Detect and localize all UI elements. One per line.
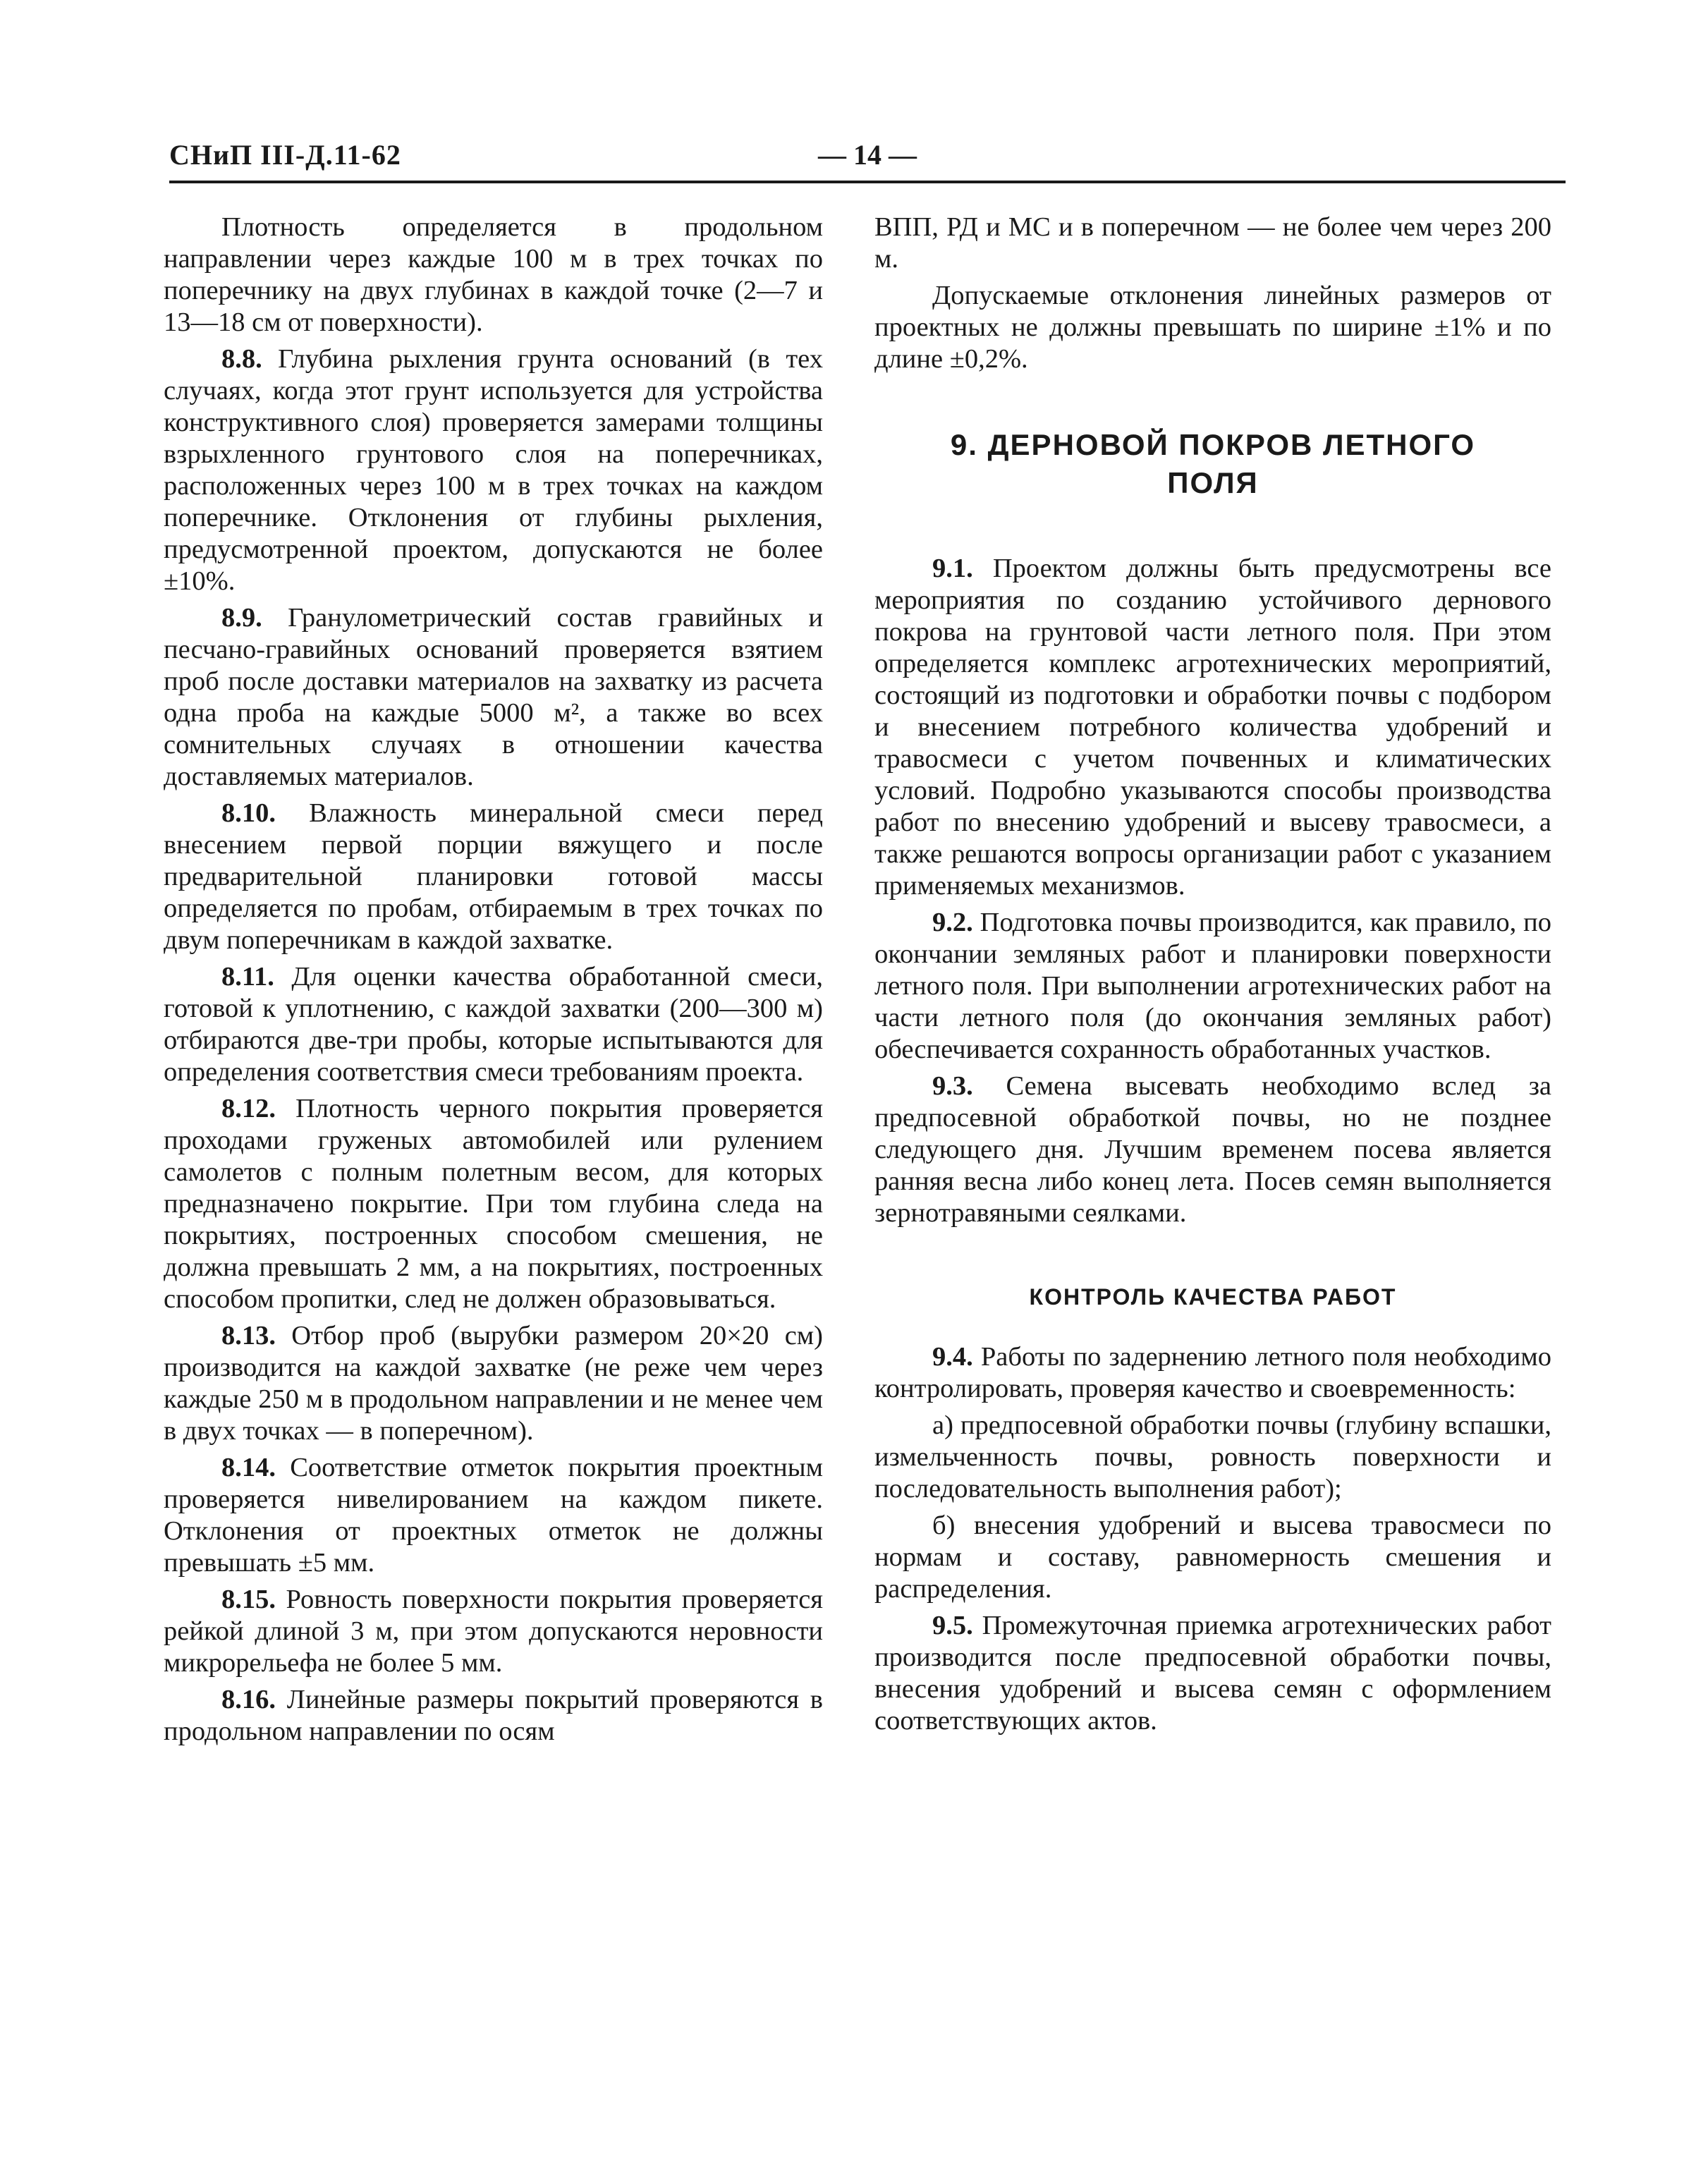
- right-column: [874, 212, 1551, 1742]
- clause-text: Глубина рыхления грунта оснований (в тех случаях, когда этот грунт используется для устройства конструктивного слоя) проверяется замерами толщины взрыхленного грунтового слоя на поперечниках, расположенных через 100 м в трех точках на каждом поперечнике. Отклонения от глубины рыхления, предусмотренной проектом, допускаются не более ±10%.: [164, 344, 823, 596]
- clause-number: 8.11.: [221, 962, 274, 992]
- paragraph-9-3: [874, 1071, 1551, 1229]
- paragraph-8-14: [164, 1452, 823, 1579]
- clause-text: Семена высевать необходимо вслед за предпосевной обработкой почвы, но не позднее следующего дня. Лучшим временем посева является ранняя весна либо конец лета. Посев семян выполняется зернотравяными сеялками.: [874, 1071, 1551, 1228]
- left-column: [164, 212, 823, 1752]
- clause-number: 9.2.: [932, 908, 973, 937]
- clause-text: Проектом должны быть предусмотрены все мероприятия по созданию устойчивого дернового покрова на грунтовой части летного поля. При этом определяется комплекс агротехнических мероприятий, состоящий из подготовки и обработки почвы с подбором и внесением потребного количества удобрений и травосмеси с учетом почвенных и климатических условий. Подробно указываются способы производства работ по внесению удобрений и высеву травосмеси, а также решаются вопросы организации работ с указанием применяемых механизмов.: [874, 554, 1551, 901]
- page-header: [169, 138, 1566, 183]
- clause-text: Влажность минеральной смеси перед внесением первой порции вяжущего и после предварительной планировки готовой массы определяется по пробам, отбираемым в трех точках по двум поперечникам в каждой захватке.: [164, 798, 823, 955]
- clause-number: 8.12.: [221, 1094, 276, 1123]
- clause-text: Отбор проб (вырубки размером 20×20 см) производится на каждой захватке (не реже чем через каждые 250 м в продольном направлении и не менее чем в двух точках — в поперечном).: [164, 1321, 823, 1446]
- clause-number: 8.9.: [221, 603, 262, 633]
- paragraph-9-4-b: б) внесения удобрений и высева травосмеси по нормам и составу, равномерность смешения и распределения.: [874, 1511, 1551, 1604]
- section-title-line: ПОЛЯ: [1167, 466, 1259, 499]
- clause-text: Плотность черного покрытия проверяется проходами груженых автомобилей или рулением самолетов с полным полетным весом, для которых предназначено покрытие. При том глубина следа на покрытиях, построенных способом смешения, не должна превышать 2 мм, а на покрытиях, построенных способом пропитки, след не должен образовываться.: [164, 1094, 823, 1314]
- section-title-line: 9. ДЕРНОВОЙ ПОКРОВ ЛЕТНОГО: [950, 428, 1476, 461]
- paragraph-8-10: [164, 798, 823, 956]
- clause-text: Ровность поверхности покрытия проверяется рейкой длиной 3 м, при этом допускаются неровности микрорельефа не более 5 мм.: [164, 1585, 823, 1678]
- clause-text: Соответствие отметок покрытия проектным проверяется нивелированием на каждом пикете. Отклонения от проектных отметок не должны превышать ±5 мм.: [164, 1453, 823, 1578]
- paragraph-9-4: [874, 1341, 1551, 1405]
- clause-number: 8.14.: [221, 1453, 276, 1482]
- clause-text: Гранулометрический состав гравийных и песчано-гравийных оснований проверяется взятием проб после доставки материалов на захватку из расчета одна проба на каждые 5000 м², а также во всех сомнительных случаях в отношении качества доставляемых материалов.: [164, 603, 823, 791]
- clause-text: Промежуточная приемка агротехнических работ производится после предпосевной обработки почвы, внесения удобрений и высева семян с оформлением соответствующих актов.: [874, 1611, 1551, 1736]
- paragraph-8-12: [164, 1093, 823, 1315]
- paragraph-intro: Плотность определяется в продольном направлении через каждые 100 м в трех точках по поперечнику на двух глубинах в каждой точке (2—7 и 13—18 см от поверхности).: [164, 212, 823, 337]
- paragraph-8-15: [164, 1584, 823, 1679]
- paragraph-8-8: [164, 343, 823, 597]
- clause-number: 8.15.: [221, 1585, 276, 1614]
- page-number: — 14 —: [818, 139, 917, 171]
- clause-number: 9.4.: [932, 1342, 973, 1372]
- clause-number: 8.10.: [221, 798, 276, 828]
- clause-number: 9.1.: [932, 554, 973, 583]
- paragraph-9-4-a: а) предпосевной обработки почвы (глубину вспашки, измельченность почвы, ровность поверхности и последовательность выполнения работ);: [874, 1410, 1551, 1504]
- paragraph-8-16: [164, 1684, 823, 1748]
- paragraph-9-5: [874, 1610, 1551, 1737]
- paragraph-8-13: [164, 1320, 823, 1447]
- clause-number: 8.16.: [221, 1685, 276, 1714]
- paragraph-9-2: [874, 907, 1551, 1066]
- paragraph-8-11: [164, 961, 823, 1088]
- section-title: [874, 426, 1551, 502]
- clause-text: Линейные размеры покрытий проверяются в продольном направлении по осям: [164, 1685, 823, 1746]
- paragraph-continuation: ВПП, РД и МС и в поперечном — не более чем через 200 м.: [874, 212, 1551, 274]
- paragraph-8-9: [164, 602, 823, 793]
- clause-number: 8.8.: [221, 344, 262, 374]
- paragraph-9-1: [874, 553, 1551, 902]
- clause-text: Работы по задернению летного поля необходимо контролировать, проверяя качество и своевременность:: [874, 1342, 1551, 1403]
- subsection-title: КОНТРОЛЬ КАЧЕСТВА РАБОТ: [1029, 1284, 1397, 1310]
- clause-text: Подготовка почвы производится, как правило, по окончании земляных работ и планировки поверхности летного поля. При выполнении агротехнических работ на части летного поля (до окончания земляных работ) обеспечивается сохранность обработанных участков.: [874, 908, 1551, 1064]
- clause-text: Для оценки качества обработанной смеси, готовой к уплотнению, с каждой захватки (200—300 м) отбираются две-три пробы, которые испытываются для определения соответствия смеси требованиям проекта.: [164, 962, 823, 1087]
- document-code: СНиП III-Д.11-62: [169, 139, 401, 171]
- clause-number: 8.13.: [221, 1321, 276, 1350]
- paragraph-deviations: Допускаемые отклонения линейных размеров от проектных не должны превышать по ширине ±1% и по длине ±0,2%.: [874, 281, 1551, 374]
- clause-number: 9.5.: [932, 1611, 973, 1640]
- clause-number: 9.3.: [932, 1071, 973, 1101]
